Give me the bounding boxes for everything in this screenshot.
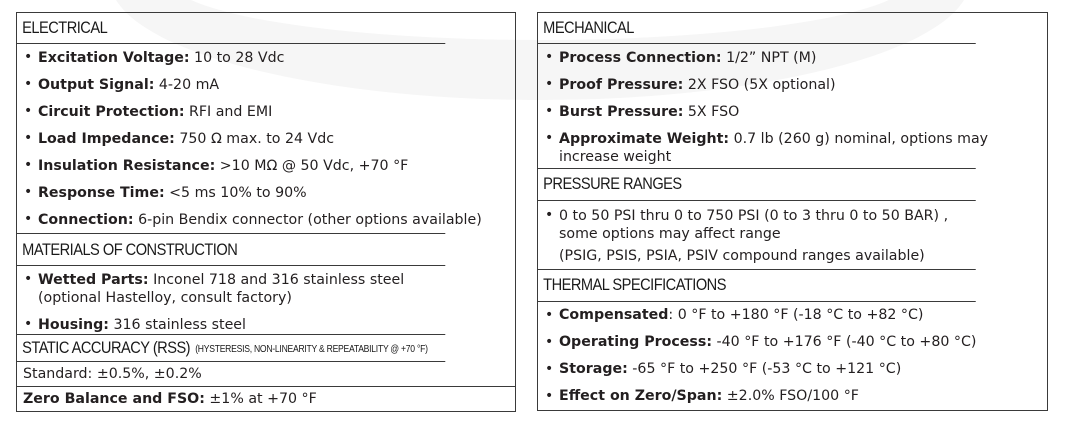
static-accuracy-subheading: (HYSTERESIS, NON-LINEARITY & REPEATABILITY @ +70 °F) [195,343,428,355]
static-accuracy-heading: STATIC ACCURACY (RSS) (HYSTERESIS, NON-LINEARITY & REPEATABILITY @ +70 °F) [17,334,445,362]
thermal-heading: THERMAL SPECIFICATIONS [538,269,976,302]
electrical-list [17,44,515,233]
list-item: • Compensated: 0 °F to +180 °F (-18 °C to +82 °C) [545,306,924,323]
right-spec-column [537,12,1048,411]
list-item: • Connection: 6-pin Bendix connector (other options available) [24,211,482,228]
left-spec-column [16,12,516,412]
list-item: • Process Connection: 1/2” NPT (M) [545,49,817,66]
list-item: • Burst Pressure: 5X FSO [545,103,740,120]
list-item: • Response Time: <5 ms 10% to 90% [24,184,307,201]
list-item: • Load Impedance: 750 Ω max. to 24 Vdc [24,130,335,147]
list-item: • Wetted Parts: Inconel 718 and 316 stainless steel (optional Hastelloy, consult factory) [24,271,405,306]
standard-accuracy: Standard: ±0.5%, ±0.2% [23,365,202,382]
electrical-heading: ELECTRICAL [17,13,445,44]
pressure-ranges-text: • 0 to 50 PSI thru 0 to 750 PSI (0 to 3 thru 0 to 50 BAR) , some options may affect range (PSIG, PSIS, PSIA, PSIV compound ranges available) [545,206,949,264]
list-item: • Operating Process: -40 °F to +176 °F (-40 °C to +80 °C) [545,333,977,350]
materials-list [17,266,515,334]
list-item: • Output Signal: 4-20 mA [24,76,220,93]
mechanical-heading: MECHANICAL [538,13,976,44]
materials-heading: MATERIALS OF CONSTRUCTION [17,233,445,266]
list-item: • Housing: 316 stainless steel [24,316,246,333]
list-item: • Circuit Protection: RFI and EMI [24,103,273,120]
list-item: • Storage: -65 °F to +250 °F (-53 °C to +121 °C) [545,360,902,377]
list-item: • Insulation Resistance: >10 MΩ @ 50 Vdc, +70 °F [24,157,409,174]
pressure-ranges-heading: PRESSURE RANGES [538,168,976,201]
zero-balance-fso: Zero Balance and FSO: ±1% at +70 °F [17,386,515,411]
list-item: • Proof Pressure: 2X FSO (5X optional) [545,76,836,93]
list-item: • Excitation Voltage: 10 to 28 Vdc [24,49,285,66]
mechanical-list [538,44,1047,168]
list-item: • Effect on Zero/Span: ±2.0% FSO/100 °F [545,387,859,404]
list-item: • Approximate Weight: 0.7 lb (260 g) nominal, options may increase weight [545,130,989,165]
thermal-list [538,302,1047,410]
